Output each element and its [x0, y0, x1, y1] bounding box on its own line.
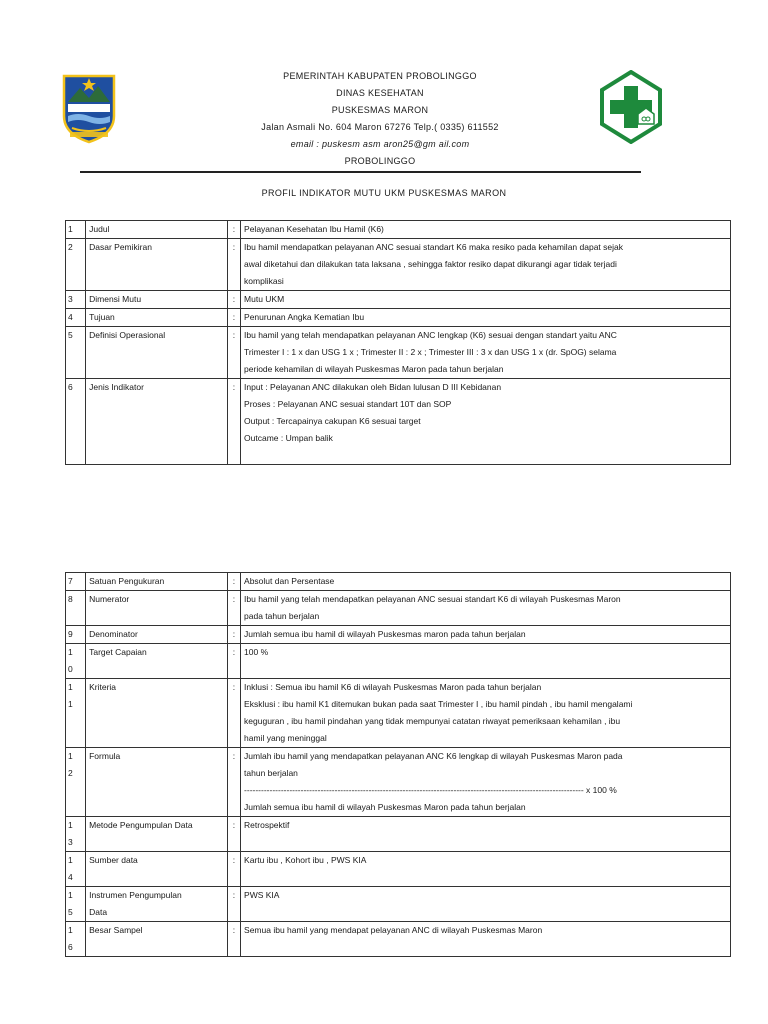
row-label [86, 591, 228, 626]
row-label [86, 817, 228, 852]
health-cross-logo-icon [600, 70, 662, 144]
row-colon: : [227, 291, 240, 309]
row-number-line: 2 [68, 242, 73, 252]
row-value-line: ------------------------------------------------------------------------------------------------------------------------ x 100 % [244, 785, 617, 795]
row-value-line: Semua ibu hamil yang mendapat pelayanan ANC di wilayah Puskesmas Maron [244, 925, 543, 935]
row-value [241, 221, 731, 239]
indicator-table-part-2 [65, 572, 731, 957]
row-label-line: Target Capaian [89, 647, 147, 657]
row-number-line: 1 [68, 751, 73, 761]
row-label [86, 221, 228, 239]
row-number [66, 817, 86, 852]
row-value-line: Pelayanan Kesehatan Ibu Hamil (K6) [244, 224, 384, 234]
row-label-line: Metode Pengumpulan Data [89, 820, 193, 830]
row-number [66, 922, 86, 957]
row-number [66, 679, 86, 748]
row-label [86, 291, 228, 309]
table-row [66, 644, 731, 679]
row-number [66, 327, 86, 379]
row-label-line: Kriteria [89, 682, 117, 692]
row-number-line: 1 [68, 925, 73, 935]
row-label-line: Satuan Pengukuran [89, 576, 165, 586]
row-label [86, 852, 228, 887]
row-value-line: Retrospektif [244, 820, 290, 830]
row-number-line: 1 [68, 855, 73, 865]
row-number-line: 1 [68, 682, 73, 692]
department-name: DINAS KESEHATAN [336, 88, 424, 98]
row-value-line: Ibu hamil yang telah mendapatkan pelayanan ANC sesuai standart K6 di wilayah Puskesmas Maron [244, 594, 621, 604]
row-value-line: 100 % [244, 647, 269, 657]
row-label-line: Tujuan [89, 312, 115, 322]
row-number-line: 2 [68, 768, 73, 778]
row-value-line: Mutu UKM [244, 294, 285, 304]
row-number-line: 8 [68, 594, 73, 604]
letterhead [0, 0, 768, 180]
row-label [86, 626, 228, 644]
row-number-line: 3 [68, 837, 73, 847]
row-colon: : [227, 748, 240, 817]
row-colon: : [227, 239, 240, 291]
row-value [241, 309, 731, 327]
row-label-line: Jenis Indikator [89, 382, 144, 392]
row-value [241, 379, 731, 465]
row-value [241, 239, 731, 291]
row-number-line: 1 [68, 820, 73, 830]
row-value-line: periode kehamilan di wilayah Puskesmas Maron pada tahun berjalan [244, 364, 504, 374]
table-row [66, 852, 731, 887]
row-value-line: Kartu ibu , Kohort ibu , PWS KIA [244, 855, 367, 865]
row-value-line: Input : Pelayanan ANC dilakukan oleh Bidan lulusan D III Kebidanan [244, 382, 502, 392]
row-number-line: 0 [68, 664, 73, 674]
row-value [241, 573, 731, 591]
row-number-line: 6 [68, 382, 73, 392]
city: PROBOLINGGO [344, 156, 416, 166]
table-row [66, 221, 731, 239]
row-value-line: Jumlah semua ibu hamil di wilayah Puskesmas maron pada tahun berjalan [244, 629, 526, 639]
row-number-line: 4 [68, 872, 73, 882]
row-number-line: 1 [68, 647, 73, 657]
row-label-line: Besar Sampel [89, 925, 143, 935]
row-value-line: tahun berjalan [244, 768, 298, 778]
government-name: PEMERINTAH KABUPATEN PROBOLINGGO [283, 71, 477, 81]
row-colon: : [227, 644, 240, 679]
table-row [66, 309, 731, 327]
address: Jalan Asmali No. 604 Maron 67276 Telp.( 0335) 611552 [261, 122, 499, 132]
row-value [241, 922, 731, 957]
row-number [66, 591, 86, 626]
table-row [66, 817, 731, 852]
header-divider [80, 171, 641, 173]
row-label-line: Denominator [89, 629, 138, 639]
row-number [66, 221, 86, 239]
row-value-line: Proses : Pelayanan ANC sesuai standart 10T dan SOP [244, 399, 452, 409]
row-value-line: Penurunan Angka Kematian Ibu [244, 312, 365, 322]
row-number-line: 1 [68, 699, 73, 709]
row-label-line: Definisi Operasional [89, 330, 166, 340]
row-value-line: Ibu hamil mendapatkan pelayanan ANC sesuai standart K6 maka resiko pada kehamilan dapat sejak [244, 242, 623, 252]
row-value-line: awal diketahui dan dilakukan tata laksana , sehingga faktor resiko dapat dikurangi agar tidak terjadi [244, 259, 617, 269]
table-row [66, 591, 731, 626]
row-value-line: Absolut dan Persentase [244, 576, 335, 586]
row-number [66, 887, 86, 922]
row-number-line: 6 [68, 942, 73, 952]
table-row [66, 379, 731, 465]
table-row [66, 291, 731, 309]
row-colon: : [227, 327, 240, 379]
row-colon: : [227, 852, 240, 887]
row-number [66, 573, 86, 591]
row-label [86, 379, 228, 465]
row-colon: : [227, 817, 240, 852]
row-label-line: Judul [89, 224, 110, 234]
row-value-line: PWS KIA [244, 890, 280, 900]
row-colon: : [227, 591, 240, 626]
row-label [86, 327, 228, 379]
row-label-line: Formula [89, 751, 121, 761]
row-value-line: Inklusi : Semua ibu hamil K6 di wilayah Puskesmas Maron pada tahun berjalan [244, 682, 542, 692]
table-row [66, 887, 731, 922]
email: email : puskesm asm aron25@gm ail.com [290, 139, 470, 149]
row-colon: : [227, 221, 240, 239]
row-label-line: Numerator [89, 594, 130, 604]
row-label [86, 644, 228, 679]
row-value [241, 591, 731, 626]
puskesmas-name: PUSKESMAS MARON [331, 105, 429, 115]
table-row [66, 239, 731, 291]
row-value-line [244, 939, 727, 956]
row-label-line: Instrumen Pengumpulan [89, 890, 182, 900]
row-label [86, 887, 228, 922]
row-label [86, 309, 228, 327]
row-label [86, 748, 228, 817]
table-row [66, 679, 731, 748]
row-value-line: keguguran , ibu hamil pindahan yang tidak mempunyai catatan riwayat pemeriksaan kehamilan , ibu [244, 716, 621, 726]
row-number-line: 4 [68, 312, 73, 322]
row-colon: : [227, 626, 240, 644]
row-number-line: 9 [68, 629, 73, 639]
row-colon: : [227, 309, 240, 327]
row-number-line: 5 [68, 330, 73, 340]
indicator-table-part-1 [65, 220, 731, 465]
row-number [66, 852, 86, 887]
row-colon: : [227, 922, 240, 957]
row-number [66, 309, 86, 327]
row-value-line: hamil yang meninggal [244, 733, 327, 743]
row-value [241, 291, 731, 309]
table-row [66, 327, 731, 379]
row-value-line: Jumlah semua ibu hamil di wilayah Puskesmas Maron pada tahun berjalan [244, 802, 526, 812]
row-value [241, 679, 731, 748]
row-number-line: 7 [68, 576, 73, 586]
table-row [66, 748, 731, 817]
row-number-line: 5 [68, 907, 73, 917]
row-value [241, 327, 731, 379]
row-colon: : [227, 679, 240, 748]
row-colon: : [227, 573, 240, 591]
row-value [241, 817, 731, 852]
row-value [241, 852, 731, 887]
table-row [66, 573, 731, 591]
row-value-line: Eksklusi : ibu hamil K1 ditemukan bukan pada saat Trimester I , ibu hamil pindah , ibu hamil mengalami [244, 699, 633, 709]
row-colon: : [227, 887, 240, 922]
regency-emblem-icon [60, 72, 118, 144]
row-value-line: komplikasi [244, 276, 284, 286]
row-number [66, 379, 86, 465]
row-value-line: Outcame : Umpan balik [244, 433, 333, 443]
document-title: PROFIL INDIKATOR MUTU UKM PUSKESMAS MARON [261, 188, 507, 198]
row-label [86, 239, 228, 291]
row-value [241, 644, 731, 679]
row-label-line: Data [89, 907, 108, 917]
row-number-line: 1 [68, 890, 73, 900]
row-number-line: 1 [68, 224, 73, 234]
row-number [66, 626, 86, 644]
row-value-line [244, 447, 727, 464]
row-value [241, 748, 731, 817]
row-label-line: Dasar Pemikiran [89, 242, 152, 252]
row-value-line: Trimester I : 1 x dan USG 1 x ; Trimester II : 2 x ; Trimester III : 3 x dan USG 1 x (dr. SpOG) selama [244, 347, 617, 357]
letterhead-text [180, 68, 580, 170]
row-label [86, 679, 228, 748]
row-number-line: 3 [68, 294, 73, 304]
row-value-line: Ibu hamil yang telah mendapatkan pelayanan ANC lengkap (K6) sesuai dengan standart yaitu ANC [244, 330, 617, 340]
row-number [66, 239, 86, 291]
row-label [86, 922, 228, 957]
row-value-line: pada tahun berjalan [244, 611, 320, 621]
row-value [241, 626, 731, 644]
table-row [66, 922, 731, 957]
row-number [66, 748, 86, 817]
row-value [241, 887, 731, 922]
row-label-line: Dimensi Mutu [89, 294, 142, 304]
row-number [66, 291, 86, 309]
table-row [66, 626, 731, 644]
row-value-line: Output : Tercapainya cakupan K6 sesuai target [244, 416, 421, 426]
row-value-line: Jumlah ibu hamil yang mendapatkan pelayanan ANC K6 lengkap di wilayah Puskesmas Maron pada [244, 751, 623, 761]
row-label [86, 573, 228, 591]
row-number [66, 644, 86, 679]
row-label-line: Sumber data [89, 855, 138, 865]
row-colon: : [227, 379, 240, 465]
